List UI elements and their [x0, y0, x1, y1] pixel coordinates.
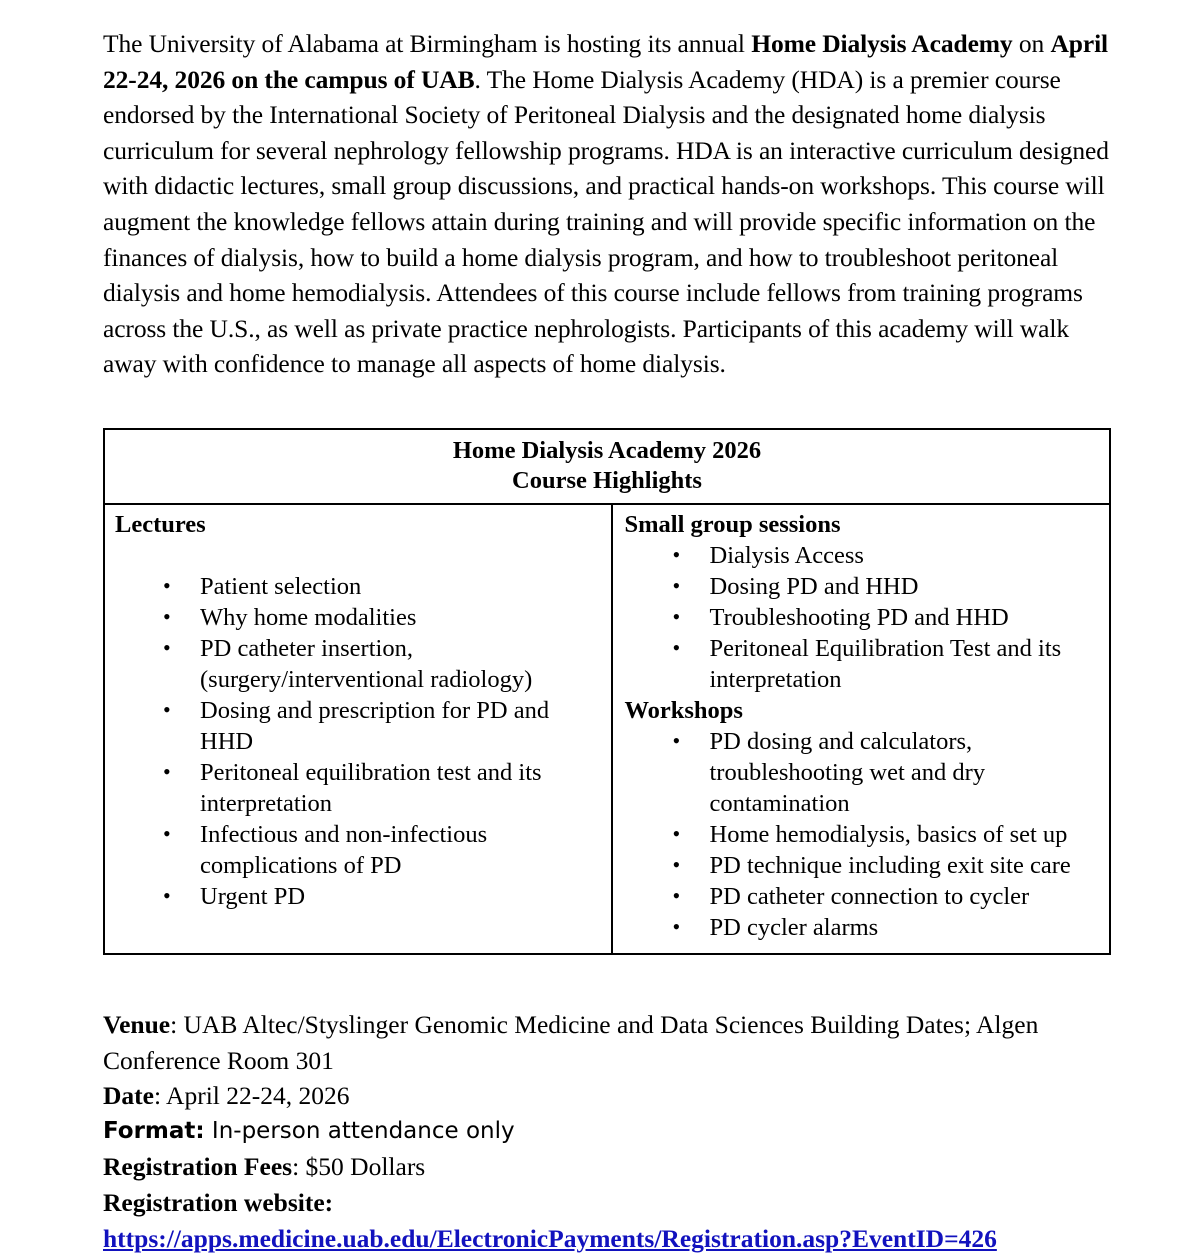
- registration-fees-value: : $50 Dollars: [292, 1152, 425, 1181]
- format-value: In-person attendance only: [205, 1118, 515, 1144]
- date-label: Date: [103, 1081, 154, 1110]
- list-item: • Infectious and non-infectious complications of PD: [115, 819, 603, 881]
- format-label: Format:: [103, 1118, 205, 1144]
- date-value: : April 22-24, 2026: [154, 1081, 350, 1110]
- event-details: [103, 1007, 1118, 1256]
- list-item: • PD technique including exit site care: [625, 850, 1102, 881]
- intro-bold-dates: April 22-24, 2026 on the campus of UAB: [103, 29, 1108, 94]
- course-highlights-table: [103, 428, 1111, 955]
- lectures-heading: Lectures: [115, 509, 603, 540]
- venue-value: : UAB Altec/Styslinger Genomic Medicine and Data Sciences Building Dates; Algen Conference Room 301: [103, 1010, 1038, 1075]
- list-item: • PD catheter connection to cycler: [625, 881, 1102, 912]
- registration-website-label: Registration website:: [103, 1188, 333, 1217]
- small-group-sessions-list: [625, 540, 1102, 695]
- table-header: [105, 430, 1109, 505]
- intro-paragraph: [103, 26, 1118, 382]
- registration-link[interactable]: https://apps.medicine.uab.edu/ElectronicPayments/Registration.asp?EventID=426: [103, 1224, 997, 1253]
- list-item: • Urgent PD: [115, 881, 603, 912]
- list-item: • Peritoneal Equilibration Test and its interpretation: [625, 633, 1102, 695]
- registration-url-line: [103, 1221, 1118, 1256]
- intro-text-segment-3: . The Home Dialysis Academy (HDA) is a premier course endorsed by the International Society of Peritoneal Dialysis and the designated home dialysis curriculum for several nephrology fellowship programs. HDA is an interactive curriculum designed with didactic lectures, small group discussions, and practical hands-on workshops. This course will augment the knowledge fellows attain during training and will provide specific information on the finances of dialysis, how to build a home dialysis program, and how to troubleshoot peritoneal dialysis and home hemodialysis. Attendees of this course include fellows from training programs across the U.S., as well as private practice nephrologists. Participants of this academy will walk away with confidence to manage all aspects of home dialysis.: [103, 65, 1109, 379]
- table-body: [105, 505, 1109, 953]
- venue-line: [103, 1007, 1118, 1078]
- list-item: • Home hemodialysis, basics of set up: [625, 819, 1102, 850]
- small-group-sessions-heading: Small group sessions: [625, 509, 1102, 540]
- format-line: [103, 1114, 1118, 1150]
- list-item: • PD cycler alarms: [625, 912, 1102, 943]
- table-cell-lectures: [105, 505, 613, 953]
- intro-text-segment-2: on: [1013, 29, 1051, 58]
- list-item: • Dosing PD and HHD: [625, 571, 1102, 602]
- registration-fees-label: Registration Fees: [103, 1152, 292, 1181]
- table-cell-sessions-workshops: [613, 505, 1110, 953]
- list-item: • Dialysis Access: [625, 540, 1102, 571]
- intro-text-segment-1: The University of Alabama at Birmingham is hosting its annual: [103, 29, 751, 58]
- registration-fees-line: [103, 1149, 1118, 1185]
- list-item: • Why home modalities: [115, 602, 603, 633]
- venue-label: Venue: [103, 1010, 170, 1039]
- registration-website-line: [103, 1185, 1118, 1221]
- intro-bold-academy: Home Dialysis Academy: [751, 29, 1012, 58]
- list-item: • Dosing and prescription for PD and HHD: [115, 695, 603, 757]
- list-item: • Peritoneal equilibration test and its interpretation: [115, 757, 603, 819]
- date-line: [103, 1078, 1118, 1114]
- table-title-line-2: Course Highlights: [105, 466, 1109, 496]
- list-item: • Patient selection: [115, 571, 603, 602]
- lectures-list: [115, 571, 603, 912]
- table-title-line-1: Home Dialysis Academy 2026: [105, 436, 1109, 466]
- workshops-heading: Workshops: [625, 695, 1102, 726]
- list-item: • PD catheter insertion, (surgery/interventional radiology): [115, 633, 603, 695]
- workshops-list: [625, 726, 1102, 943]
- list-item: • PD dosing and calculators, troubleshooting wet and dry contamination: [625, 726, 1102, 819]
- list-item: • Troubleshooting PD and HHD: [625, 602, 1102, 633]
